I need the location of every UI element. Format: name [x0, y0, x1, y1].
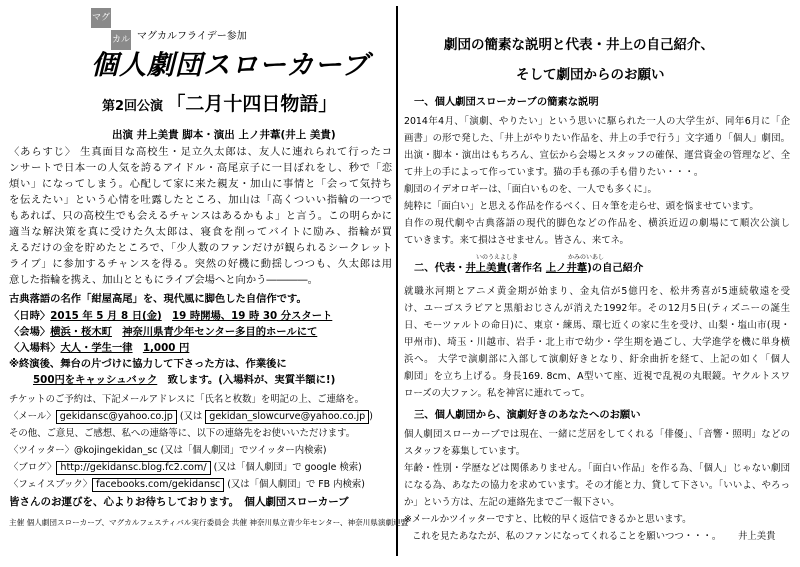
logo-bottom-square: カル — [111, 30, 131, 50]
section1-heading: 一、個人劇団スローカーブの簡素な説明 — [414, 96, 599, 108]
twitter-label: 〈ツイッター〉 — [9, 445, 74, 456]
date-label: 〈日時〉 — [9, 310, 51, 322]
performance-title: 「二月十四日物語」 — [166, 93, 338, 115]
signature: 井上美貴 — [738, 531, 776, 542]
section3-line: 個人劇団スローカーブでは現在、一緒に芝居をしてくれる「俳優」、「音響・照明」などの — [404, 429, 790, 440]
section1-line: て井上の手によって作っています。猫の手も孫の手も借りたい・・・。 — [404, 167, 704, 178]
section1-line: 画書」の形で発した、「井上がやりたい作品を、井上の手で行う」文字通り「個人」劇団。 — [404, 133, 790, 144]
section2-line: 甲州市)、埼玉・川越市、岩手・北上市で幼少・学生期を過ごし、大学進学を機に単身横 — [404, 337, 790, 348]
section3-closing: これを見たあなたが、私のファンになってくれることを願いつつ・・・。 — [412, 531, 722, 542]
section3-line: になる為、あなたの協力を求めています。その才能と力、貸して下さい。「いいよ、やろっ — [404, 480, 790, 491]
section3-line: スタッフを募集しています。 — [404, 446, 526, 457]
synopsis-line: えるだけの金を貯めたところで、「少人数のファンだけが観られるシークレット — [9, 242, 392, 254]
footer-credits: 主催 個人劇団スローカーブ、マグカルフェスティバル実行委員会 共催 神奈川県立青少年センター、神奈川県演劇連盟 — [9, 518, 409, 527]
mail-main[interactable]: gekidansc@yahoo.co.jp — [56, 410, 177, 424]
facebook-label: 〈フェイスブック〉 — [9, 479, 93, 490]
twitter-handle[interactable]: @kojingekidan_sc — [73, 445, 158, 456]
cashback-rest: 致します。(入場料が、実質半額に!) — [167, 374, 336, 386]
cashback-note: ※終演後、舞台の片づけに協力して下さった方は、作業後に — [9, 358, 287, 370]
section1-line: 出演・脚本・演出はもちろん、宣伝から会場とスタッフの確保、運営資金の管理など、全 — [404, 150, 790, 161]
troupe-name: 個人劇団スローカーブ — [91, 50, 370, 81]
section2-line: 浜へ。 大学で演劇部に入部して演劇好きとなり、紆余曲折を経て、上記の如く「個人 — [404, 354, 790, 365]
fee-label: 〈入場料〉 — [9, 342, 61, 354]
closing-row — [9, 496, 349, 509]
synopsis-line: ライブ」に参加するチャンスを得る。突然の好機に動揺しつつも、久太郎は用 — [9, 258, 392, 270]
closing-name: 個人劇団スローカーブ — [244, 496, 349, 508]
venue-name: 神奈川県青少年センター多目的ホールにて — [122, 326, 318, 338]
section2-line: 日、モーツァルトの命日)に、東京・練馬、環七近くの家に生を受け、山梨・塩山市(現・ — [404, 320, 790, 331]
venue-value: 横浜・桜木町 — [50, 326, 112, 338]
venue-label: 〈会場〉 — [9, 326, 51, 338]
sponsor-line: マグカルフライデー参加 — [137, 31, 247, 42]
ticket-line: チケットのご予約は、下記メールアドレスに「氏名と枚数」を明記の上、ご連絡を。 — [9, 394, 364, 405]
section3-heading: 三、個人劇団から、演劇好きのあなたへのお願い — [414, 409, 641, 421]
section3-line: ※メールかツイッターですと、比較的早く返信できるかと思います。 — [404, 514, 692, 525]
right-title-2: そして劇団からのお願い — [516, 67, 665, 83]
facebook-row — [9, 478, 365, 492]
right-column — [404, 6, 790, 561]
synopsis-line: 古典落語の名作「紺屋高尾」を、現代風に脚色した自信作です。 — [9, 293, 307, 305]
date-row — [9, 310, 332, 323]
contact-line: その他、ご意見、ご感想、私への連絡等に、以下の連絡先をお使いいただけます。 — [9, 428, 356, 439]
blog-label: 〈ブログ〉 — [9, 462, 57, 473]
section2-heading-b: (著作名 — [506, 262, 543, 274]
mail-close: ) — [369, 411, 373, 422]
section2-heading-c: )の自己紹介 — [587, 262, 644, 274]
section2-line: ローズの大ファン。私を神宮に連れてって。 — [404, 388, 590, 399]
synopsis-line: 煩い」になってしまう。心配して家に来た親友・加山に事情と「会って気持ち — [9, 178, 392, 190]
section1-line: 純粋に「面白い」と思える作品を作るべく、日々筆を走らせ、頭を悩ませています。 — [404, 201, 759, 212]
facebook-note: (又は「個人劇団」で FB 内検索) — [227, 479, 365, 490]
column-divider — [396, 6, 398, 556]
closing-line: 皆さんのお運びを、心よりお待ちしております。 — [9, 496, 234, 508]
mail-label: 〈メール〉 — [9, 411, 56, 422]
fee-amount: 1,000 円 — [142, 342, 190, 354]
cashback-amount: 500円をキャッシュバック — [33, 374, 158, 386]
right-title-1: 劇団の簡素な説明と代表・井上の自己紹介、 — [444, 37, 714, 53]
pen-name-ruby: かみのいあし — [568, 254, 605, 261]
section2-line: 就職氷河期とアニメ黄金期が始まり、金丸信が5億円を、松井秀喜が5連続敬遠を受 — [404, 286, 790, 297]
twitter-row — [9, 444, 326, 457]
date-value: 2015 年 5 月 8 日(金) — [50, 310, 162, 322]
section1-line: 自作の現代劇や古典落語の現代的脚色などの作品を、横浜近辺の劇場にて順次公演し — [404, 218, 790, 229]
synopsis-line: 〈あらすじ〉 生真面目な高校生・足立久太郎は、友人に連れられて行ったコ — [9, 146, 392, 158]
synopsis-line: ンサートで日本一の人気を誇るアイドル・高尾京子に一目ぼれをし、秒で「恋 — [9, 162, 392, 174]
name-ruby: いのうえよしき — [476, 254, 519, 261]
cashback-note-2 — [33, 374, 335, 387]
blog-row — [9, 461, 362, 475]
twitter-note: (又は「個人劇団」でツイッター内検索) — [160, 445, 327, 456]
section3-line: か」という方は、左記の連絡先までご一報下さい。 — [404, 497, 620, 508]
section2-heading-a: 二、代表・ — [414, 262, 466, 274]
section2-line: 劇団」を立ち上げる。身長169. 8cm、A型いて座、近視で乱視の丸眼鏡。ヤクルトスワ — [404, 371, 790, 382]
facebook-url[interactable]: facebooks.com/gekidansc — [92, 478, 224, 492]
mail-or: (又は — [179, 411, 203, 422]
logo-top-square: マグ — [91, 8, 111, 28]
left-column — [9, 6, 409, 561]
performance-heading — [102, 92, 337, 119]
section1-line: ていきます。来て損はさせません。皆さん、来てネ。 — [404, 235, 629, 246]
synopsis-line: もあれば、只の高校生でも会えるチャンスはあるかもよ」と言う。この明らかに — [9, 210, 392, 222]
synopsis-line: を伝えたい」という心情を吐露したところ、加山は「高くついい指輪の一つで — [9, 194, 392, 206]
mail-alt[interactable]: gekidan_slowcurve@yahoo.co.jp — [205, 410, 369, 424]
time-value: 19 時開場、19 時 30 分スタート — [172, 310, 333, 322]
synopsis-line: 適当な解決策を真に受けた久太郎は、寝食を削ってバイトに励み、指輪が買 — [9, 226, 392, 238]
mail-row — [9, 410, 373, 424]
performance-label: 第2回公演 — [102, 99, 164, 114]
venue-row — [9, 326, 317, 339]
section2-heading — [414, 262, 643, 275]
section2-line: け、ユーゴスラビアと黒船おじさんが消えた1992年。その12月5日(ティズニーの誕生 — [404, 303, 790, 314]
section2-name: 井上美貴 — [465, 262, 507, 274]
section1-line: 2014年4月、「演劇、やりたい」という思いに駆られた一人の大学生が、同年6月に「企 — [404, 116, 790, 127]
synopsis-line: 意した指輪を携え、加山とともにライブ会場へと向かう――――。 — [9, 274, 318, 286]
cast-line: 出演 井上美貴 脚本・演出 上ノ井葦(井上 美貴) — [112, 129, 336, 141]
fee-value: 大人・学生一律 — [60, 342, 133, 354]
magcal-logo — [91, 8, 131, 52]
blog-note: (又は「個人劇団」で google 検索) — [213, 462, 362, 473]
blog-url[interactable]: http://gekidansc.blog.fc2.com/ — [56, 461, 210, 475]
section1-line: 劇団のイデオロギーは、「面白いものを、一人でも多くに」。 — [404, 184, 657, 195]
fee-row — [9, 342, 189, 355]
section3-line: 年齢・性別・学歴などは関係ありません。「面白い作品」を作る為、「個人」じゃない劇団 — [404, 463, 790, 474]
section2-pen-name: 上ノ井葦 — [545, 262, 588, 274]
